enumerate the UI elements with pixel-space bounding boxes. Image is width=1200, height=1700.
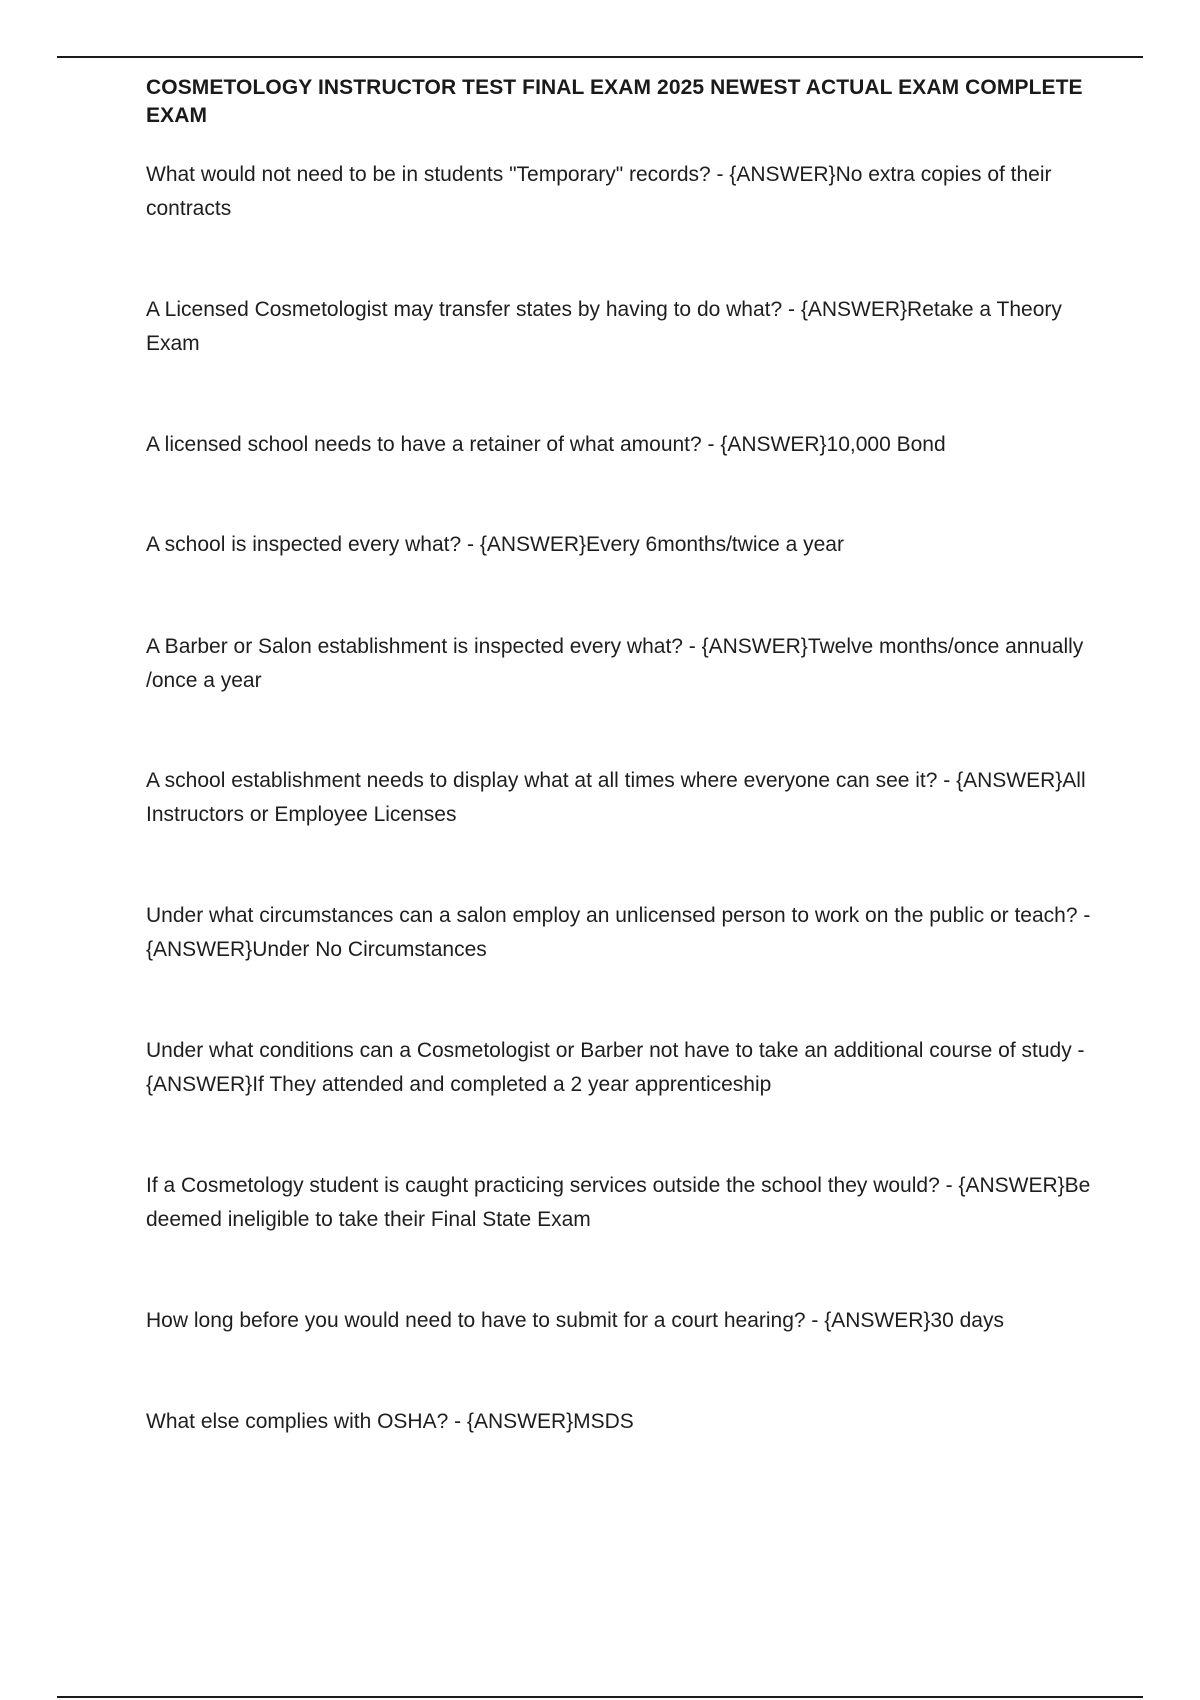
qa-item: A Licensed Cosmetologist may transfer states by having to do what? - {ANSWER}Retake a Theory Exam	[146, 298, 1062, 355]
qa-item: Under what circumstances can a salon employ an unlicensed person to work on the public or teach? - {ANSWER}Under No Circumstances	[146, 904, 1091, 961]
qa-item: A licensed school needs to have a retainer of what amount? - {ANSWER}10,000 Bond	[146, 433, 946, 456]
qa-item: A school is inspected every what? - {ANSWER}Every 6months/twice a year	[146, 533, 844, 556]
qa-item: What else complies with OSHA? - {ANSWER}MSDS	[146, 1410, 634, 1433]
qa-item: Under what conditions can a Cosmetologist or Barber not have to take an additional course of study - {ANSWER}If They attended and completed a 2 year apprenticeship	[146, 1039, 1085, 1096]
qa-item: A school establishment needs to display what at all times where everyone can see it? - {ANSWER}All Instructors or Employee Licenses	[146, 769, 1086, 826]
qa-item: What would not need to be in students "Temporary" records? - {ANSWER}No extra copies of their contracts	[146, 163, 1052, 220]
qa-item: If a Cosmetology student is caught practicing services outside the school they would? - {ANSWER}Be deemed ineligible to take their Final State Exam	[146, 1174, 1091, 1231]
top-rule	[57, 56, 1143, 58]
qa-item: A Barber or Salon establishment is inspected every what? - {ANSWER}Twelve months/once annually /once a year	[146, 635, 1084, 692]
document-title: COSMETOLOGY INSTRUCTOR TEST FINAL EXAM 2025 NEWEST ACTUAL EXAM COMPLETE EXAM	[146, 76, 1083, 127]
document-body	[146, 74, 1096, 1433]
qa-item: How long before you would need to have to submit for a court hearing? - {ANSWER}30 days	[146, 1309, 1004, 1332]
bottom-rule	[57, 1696, 1143, 1698]
